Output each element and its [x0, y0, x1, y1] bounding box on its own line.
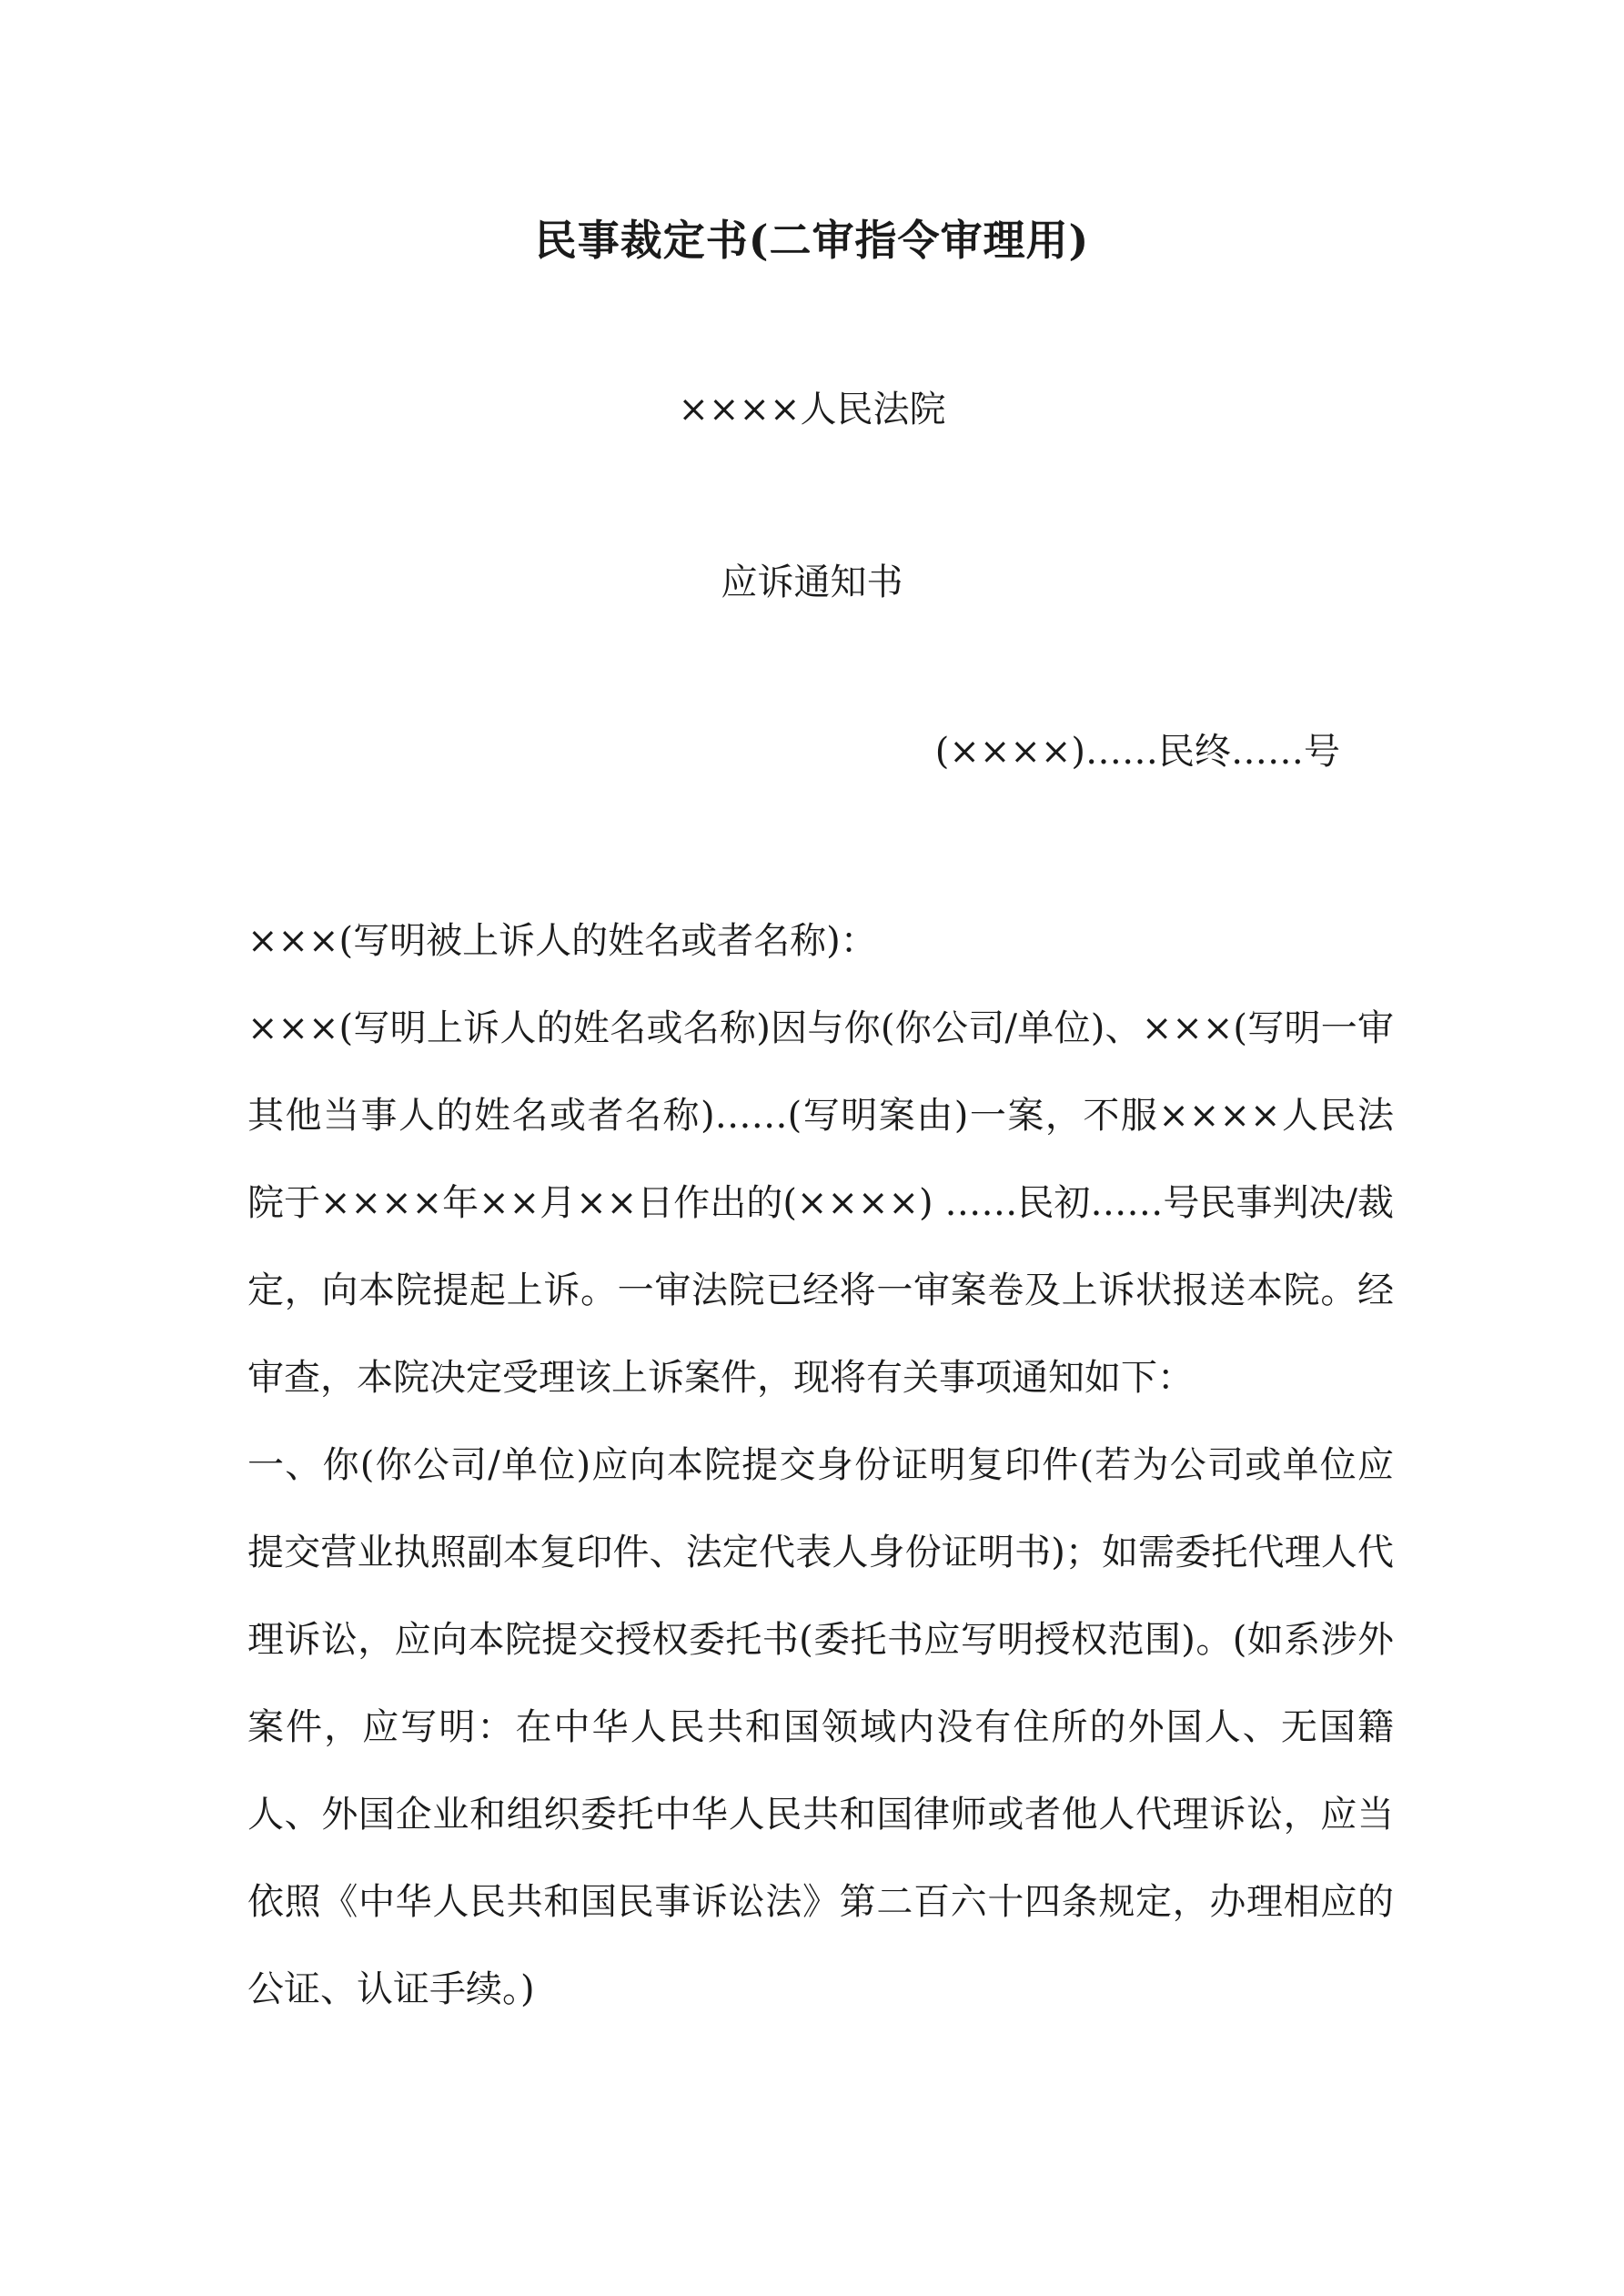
paragraph-case-summary: ×××(写明上诉人的姓名或名称)因与你(你公司/单位)、×××(写明一审其他当事人的姓名或者名称)……(写明案由)一案，不服××××人民法院于××××年××月××日作出的(××××) ……民初……号民事判决/裁定，向本院提起上诉。一审法院已经将一审案卷及上诉状报送本院。经审查，本院决定受理该上诉案件，现将有关事项通知如下：	[247, 1007, 1394, 1399]
salutation: ×××(写明被上诉人的姓名或者名称)：	[247, 920, 877, 962]
case-number: (××××)……民终……号	[934, 731, 1340, 773]
document-type: 应诉通知书	[721, 561, 903, 603]
paragraph-item-one: 一、你(你公司/单位)应向本院提交身份证明复印件(若为公司或单位应提交营业执照副本复印件、法定代表人身份证明书)；如需委托代理人代理诉讼，应向本院提交授权委托书(委托书应写明授权范围)。(如系涉外案件，应写明：在中华人民共和国领域内没有住所的外国人、无国籍人、外国企业和组织委托中华人民共和国律师或者他人代理诉讼，应当依照《中华人民共和国民事诉讼法》第二百六十四条规定，办理相应的公证、认证手续。)	[247, 1444, 1394, 2010]
body-text	[247, 897, 1394, 2033]
court-name: ××××人民法院	[678, 389, 946, 430]
document-title: 民事裁定书(二审指令审理用)	[534, 216, 1090, 265]
